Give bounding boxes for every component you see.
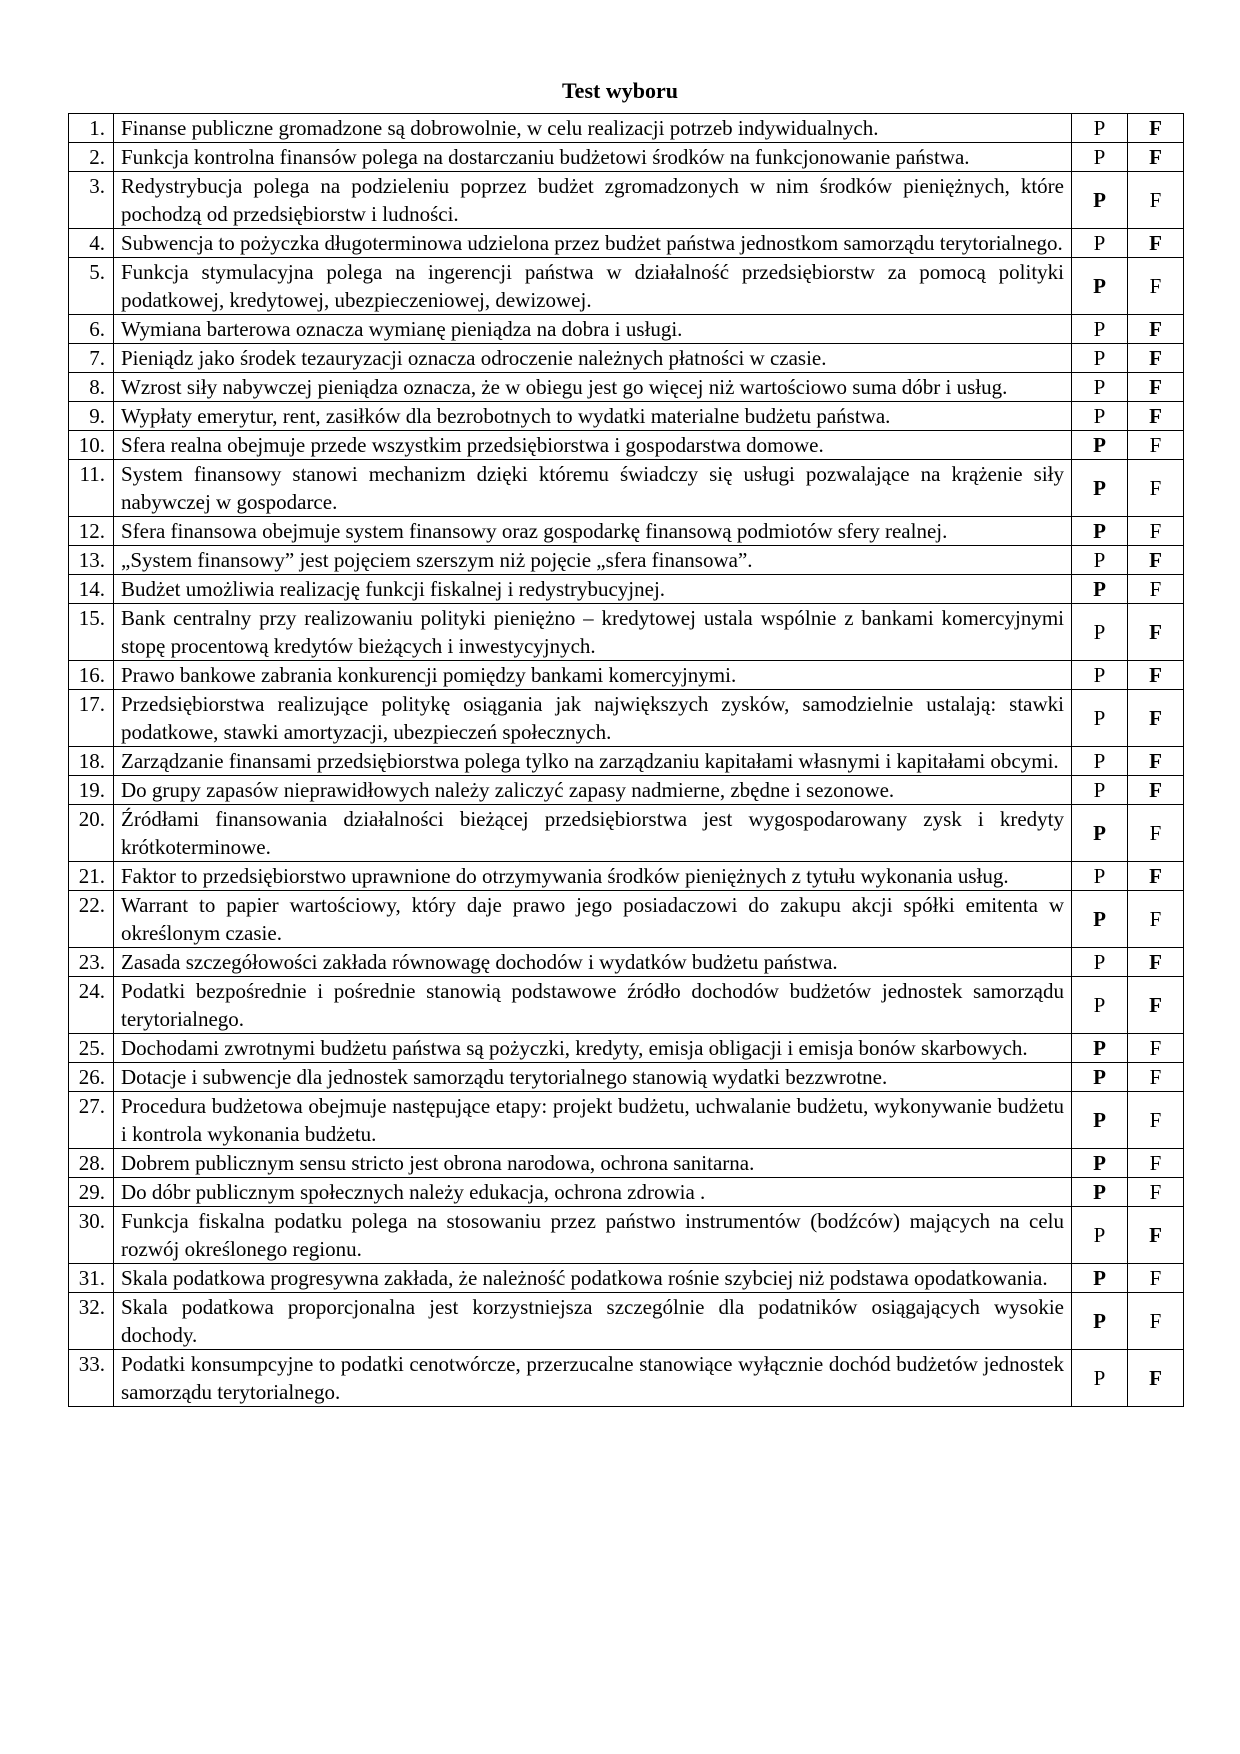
question-text: Bank centralny przy realizowaniu polityki pieniężno – kredytowej ustala wspólnie z bankami komercyjnymi stopę procentową kredytów bieżących i inwestycyjnych. [114, 604, 1072, 661]
answer-f: F [1128, 114, 1184, 143]
answer-p: P [1072, 575, 1128, 604]
answer-p: P [1072, 373, 1128, 402]
question-number: 1. [69, 114, 114, 143]
question-text: Źródłami finansowania działalności bieżącej przedsiębiorstwa jest wygospodarowany zysk i kredyty krótkoterminowe. [114, 805, 1072, 862]
question-row [69, 604, 1184, 661]
question-number: 6. [69, 315, 114, 344]
question-number: 18. [69, 747, 114, 776]
answer-f: F [1128, 747, 1184, 776]
answer-p: P [1072, 1092, 1128, 1149]
answer-p: P [1072, 546, 1128, 575]
question-text: Dobrem publicznym sensu stricto jest obrona narodowa, ochrona sanitarna. [114, 1149, 1072, 1178]
question-text: System finansowy stanowi mechanizm dzięki któremu świadczy się usługi pozwalające na krążenie siły nabywczej w gospodarce. [114, 460, 1072, 517]
question-text: Warrant to papier wartościowy, który daje prawo jego posiadaczowi do zakupu akcji spółki emitenta w określonym czasie. [114, 891, 1072, 948]
answer-p: P [1072, 229, 1128, 258]
question-text: Skala podatkowa progresywna zakłada, że należność podatkowa rośnie szybciej niż podstawa opodatkowania. [114, 1264, 1072, 1293]
question-row [69, 776, 1184, 805]
answer-p: P [1072, 315, 1128, 344]
answer-p: P [1072, 1034, 1128, 1063]
answer-f: F [1128, 402, 1184, 431]
answer-f: F [1128, 344, 1184, 373]
test-table-body [69, 114, 1184, 1407]
answer-f: F [1128, 1264, 1184, 1293]
answer-p: P [1072, 143, 1128, 172]
question-text: Subwencja to pożyczka długoterminowa udzielona przez budżet państwa jednostkom samorządu terytorialnego. [114, 229, 1072, 258]
question-text: Faktor to przedsiębiorstwo uprawnione do otrzymywania środków pieniężnych z tytułu wykonania usług. [114, 862, 1072, 891]
question-number: 7. [69, 344, 114, 373]
question-row [69, 977, 1184, 1034]
question-number: 30. [69, 1207, 114, 1264]
answer-f: F [1128, 1178, 1184, 1207]
question-row [69, 402, 1184, 431]
question-number: 17. [69, 690, 114, 747]
question-text: Pieniądz jako środek tezauryzacji oznacza odroczenie należnych płatności w czasie. [114, 344, 1072, 373]
answer-p: P [1072, 1063, 1128, 1092]
answer-p: P [1072, 690, 1128, 747]
answer-p: P [1072, 661, 1128, 690]
question-row [69, 1207, 1184, 1264]
answer-f: F [1128, 862, 1184, 891]
question-number: 33. [69, 1350, 114, 1407]
answer-f: F [1128, 172, 1184, 229]
answer-p: P [1072, 776, 1128, 805]
question-text: Wzrost siły nabywczej pieniądza oznacza, że w obiegu jest go więcej niż wartościowo suma dóbr i usług. [114, 373, 1072, 402]
question-row [69, 1092, 1184, 1149]
answer-p: P [1072, 1178, 1128, 1207]
answer-f: F [1128, 143, 1184, 172]
question-text: Budżet umożliwia realizację funkcji fiskalnej i redystrybucyjnej. [114, 575, 1072, 604]
answer-p: P [1072, 862, 1128, 891]
answer-p: P [1072, 344, 1128, 373]
question-row [69, 1034, 1184, 1063]
answer-f: F [1128, 805, 1184, 862]
question-number: 11. [69, 460, 114, 517]
question-row [69, 344, 1184, 373]
answer-f: F [1128, 948, 1184, 977]
question-number: 10. [69, 431, 114, 460]
answer-p: P [1072, 604, 1128, 661]
question-row [69, 143, 1184, 172]
answer-p: P [1072, 517, 1128, 546]
question-number: 23. [69, 948, 114, 977]
answer-f: F [1128, 229, 1184, 258]
question-number: 31. [69, 1264, 114, 1293]
question-row [69, 661, 1184, 690]
answer-p: P [1072, 258, 1128, 315]
question-text: Finanse publiczne gromadzone są dobrowolnie, w celu realizacji potrzeb indywidualnych. [114, 114, 1072, 143]
answer-f: F [1128, 1293, 1184, 1350]
question-number: 12. [69, 517, 114, 546]
question-number: 15. [69, 604, 114, 661]
question-number: 8. [69, 373, 114, 402]
question-text: Podatki konsumpcyjne to podatki cenotwórcze, przerzucalne stanowiące wyłącznie dochód budżetów jednostek samorządu terytorialnego. [114, 1350, 1072, 1407]
question-text: Sfera realna obejmuje przede wszystkim przedsiębiorstwa i gospodarstwa domowe. [114, 431, 1072, 460]
answer-p: P [1072, 1264, 1128, 1293]
answer-f: F [1128, 575, 1184, 604]
answer-f: F [1128, 431, 1184, 460]
answer-p: P [1072, 805, 1128, 862]
answer-f: F [1128, 977, 1184, 1034]
question-text: „System finansowy” jest pojęciem szerszym niż pojęcie „sfera finansowa”. [114, 546, 1072, 575]
question-text: Wymiana barterowa oznacza wymianę pieniądza na dobra i usługi. [114, 315, 1072, 344]
answer-p: P [1072, 1149, 1128, 1178]
question-row [69, 460, 1184, 517]
answer-p: P [1072, 948, 1128, 977]
answer-f: F [1128, 517, 1184, 546]
question-text: Wypłaty emerytur, rent, zasiłków dla bezrobotnych to wydatki materialne budżetu państwa. [114, 402, 1072, 431]
answer-p: P [1072, 977, 1128, 1034]
question-text: Funkcja fiskalna podatku polega na stosowaniu przez państwo instrumentów (bodźców) mających na celu rozwój określonego regionu. [114, 1207, 1072, 1264]
question-text: Przedsiębiorstwa realizujące politykę osiągania jak największych zysków, samodzielnie ustalają: stawki podatkowe, stawki amortyzacji, ubezpieczeń społecznych. [114, 690, 1072, 747]
question-number: 9. [69, 402, 114, 431]
question-number: 5. [69, 258, 114, 315]
question-row [69, 891, 1184, 948]
question-text: Procedura budżetowa obejmuje następujące etapy: projekt budżetu, uchwalanie budżetu, wykonywanie budżetu i kontrola wykonania budżetu. [114, 1092, 1072, 1149]
answer-p: P [1072, 460, 1128, 517]
answer-p: P [1072, 1207, 1128, 1264]
question-row [69, 373, 1184, 402]
question-text: Funkcja kontrolna finansów polega na dostarczaniu budżetowi środków na funkcjonowanie państwa. [114, 143, 1072, 172]
question-text: Zarządzanie finansami przedsiębiorstwa polega tylko na zarządzaniu kapitałami własnymi i kapitałami obcymi. [114, 747, 1072, 776]
question-number: 22. [69, 891, 114, 948]
question-number: 13. [69, 546, 114, 575]
question-number: 3. [69, 172, 114, 229]
test-table [68, 113, 1184, 1407]
question-row [69, 805, 1184, 862]
question-text: Zasada szczegółowości zakłada równowagę dochodów i wydatków budżetu państwa. [114, 948, 1072, 977]
page-title: Test wyboru [562, 78, 678, 103]
question-row [69, 1063, 1184, 1092]
answer-f: F [1128, 1034, 1184, 1063]
question-row [69, 172, 1184, 229]
question-number: 29. [69, 1178, 114, 1207]
answer-f: F [1128, 1149, 1184, 1178]
answer-f: F [1128, 690, 1184, 747]
question-number: 20. [69, 805, 114, 862]
question-row [69, 1350, 1184, 1407]
question-number: 16. [69, 661, 114, 690]
question-row [69, 948, 1184, 977]
answer-f: F [1128, 546, 1184, 575]
question-text: Do dóbr publicznym społecznych należy edukacja, ochrona zdrowia . [114, 1178, 1072, 1207]
answer-f: F [1128, 315, 1184, 344]
question-text: Funkcja stymulacyjna polega na ingerencji państwa w działalność przedsiębiorstw za pomocą polityki podatkowej, kredytowej, ubezpieczeniowej, dewizowej. [114, 258, 1072, 315]
question-number: 27. [69, 1092, 114, 1149]
question-text: Redystrybucja polega na podzieleniu poprzez budżet zgromadzonych w nim środków pieniężnych, które pochodzą od przedsiębiorstw i ludności. [114, 172, 1072, 229]
question-number: 21. [69, 862, 114, 891]
answer-f: F [1128, 604, 1184, 661]
question-row [69, 431, 1184, 460]
question-number: 4. [69, 229, 114, 258]
answer-p: P [1072, 172, 1128, 229]
answer-f: F [1128, 891, 1184, 948]
answer-p: P [1072, 747, 1128, 776]
answer-f: F [1128, 373, 1184, 402]
question-number: 14. [69, 575, 114, 604]
question-row [69, 1293, 1184, 1350]
answer-f: F [1128, 661, 1184, 690]
question-row [69, 1178, 1184, 1207]
question-row [69, 258, 1184, 315]
answer-f: F [1128, 460, 1184, 517]
question-text: Prawo bankowe zabrania konkurencji pomiędzy bankami komercyjnymi. [114, 661, 1072, 690]
question-row [69, 517, 1184, 546]
question-text: Dotacje i subwencje dla jednostek samorządu terytorialnego stanowią wydatki bezzwrotne. [114, 1063, 1072, 1092]
answer-f: F [1128, 1092, 1184, 1149]
question-row [69, 315, 1184, 344]
answer-f: F [1128, 1350, 1184, 1407]
question-number: 24. [69, 977, 114, 1034]
answer-p: P [1072, 1350, 1128, 1407]
question-row [69, 690, 1184, 747]
answer-f: F [1128, 776, 1184, 805]
answer-p: P [1072, 431, 1128, 460]
question-row [69, 546, 1184, 575]
question-number: 26. [69, 1063, 114, 1092]
question-number: 19. [69, 776, 114, 805]
question-text: Do grupy zapasów nieprawidłowych należy zaliczyć zapasy nadmierne, zbędne i sezonowe. [114, 776, 1072, 805]
answer-f: F [1128, 258, 1184, 315]
question-text: Sfera finansowa obejmuje system finansowy oraz gospodarkę finansową podmiotów sfery realnej. [114, 517, 1072, 546]
question-row [69, 229, 1184, 258]
answer-f: F [1128, 1207, 1184, 1264]
question-text: Podatki bezpośrednie i pośrednie stanowią podstawowe źródło dochodów budżetów jednostek samorządu terytorialnego. [114, 977, 1072, 1034]
question-number: 25. [69, 1034, 114, 1063]
answer-p: P [1072, 402, 1128, 431]
question-row [69, 575, 1184, 604]
answer-p: P [1072, 1293, 1128, 1350]
answer-p: P [1072, 891, 1128, 948]
question-text: Skala podatkowa proporcjonalna jest korzystniejsza szczególnie dla podatników osiągających wysokie dochody. [114, 1293, 1072, 1350]
question-number: 28. [69, 1149, 114, 1178]
question-row [69, 747, 1184, 776]
question-number: 32. [69, 1293, 114, 1350]
answer-p: P [1072, 114, 1128, 143]
answer-f: F [1128, 1063, 1184, 1092]
question-row [69, 1264, 1184, 1293]
question-number: 2. [69, 143, 114, 172]
question-row [69, 1149, 1184, 1178]
question-text: Dochodami zwrotnymi budżetu państwa są pożyczki, kredyty, emisja obligacji i emisja bonów skarbowych. [114, 1034, 1072, 1063]
question-row [69, 114, 1184, 143]
question-row [69, 862, 1184, 891]
